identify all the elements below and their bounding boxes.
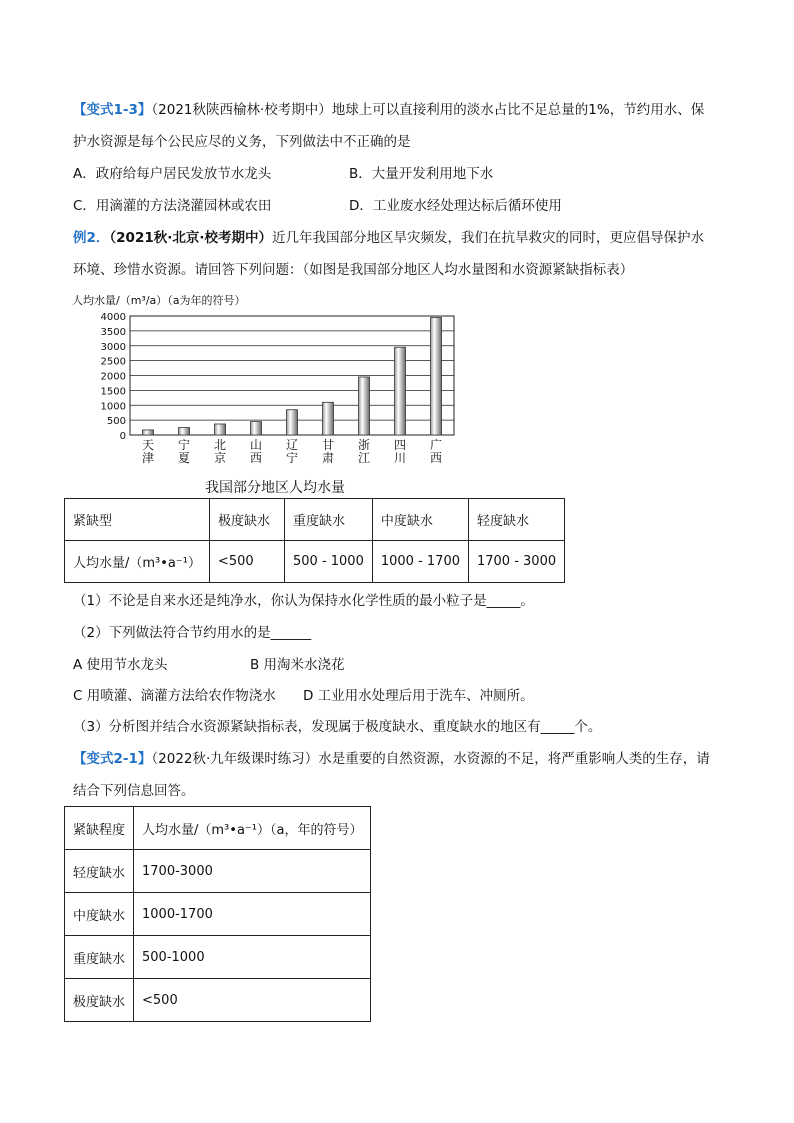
table1-header-cell: 重度缺水 [285, 499, 373, 541]
chart-y-tick-label: 1500 [100, 386, 126, 398]
variant21-line1 [73, 749, 710, 769]
chart-y-tick-label: 1000 [100, 401, 126, 413]
example2-line2: 环境、珍惜水资源。请回答下列问题：（如图是我国部分地区人均水量图和水资源紧缺指标表） [73, 262, 634, 278]
chart-x-tick-label: 天 [141, 438, 155, 452]
variant21-text1: 水是重要的自然资源，水资源的不足，将严重影响人类的生存，请 [318, 751, 710, 767]
chart-bar [143, 430, 154, 435]
table2-cell: 1700-3000 [134, 850, 371, 893]
chart-bar [251, 422, 262, 435]
table1-data-row [65, 541, 565, 583]
chart-x-tick-label: 宁 [177, 438, 191, 452]
chart-x-tick-label: 广 [429, 438, 443, 452]
chart-x-tick-label: 山 [249, 438, 263, 452]
chart-x-tick-label: 西 [249, 451, 263, 465]
table1-cell: 1000 - 1700 [372, 541, 468, 583]
table2-header-cell: 人均水量/（m³•a⁻¹）（a，年的符号） [134, 807, 371, 850]
chart-y-tick-label: 2500 [100, 356, 126, 368]
variant21-line2: 结合下列信息回答。 [73, 783, 195, 799]
water-shortage-index-table [64, 498, 565, 583]
chart-bar [323, 402, 334, 435]
chart-bar [431, 317, 442, 435]
table2-header-row [65, 807, 371, 850]
variant13-option-b: B．大量开发利用地下水 [349, 166, 494, 182]
variant13-line1 [73, 100, 704, 120]
question-1: （1）不论是自来水还是纯净水，你认为保持水化学性质的最小粒子是_____。 [73, 593, 534, 609]
chart-x-tick-label: 北 [213, 438, 227, 452]
table1-cell: 人均水量/（m³•a⁻¹） [65, 541, 210, 583]
variant13-option-a: A．政府给每户居民发放节水龙头 [73, 166, 272, 182]
chart-bars [143, 317, 442, 435]
chart-bar [359, 377, 370, 435]
table2-cell: 重度缺水 [65, 936, 134, 979]
table1-cell: <500 [210, 541, 285, 583]
question-2-option-b: B 用淘米水浇花 [250, 657, 345, 673]
chart-bar [215, 424, 226, 435]
table2-header-cell: 紧缺程度 [65, 807, 134, 850]
chart-x-tick-label: 宁 [285, 451, 299, 465]
chart-x-tick-label: 西 [429, 451, 443, 465]
table2-row [65, 850, 371, 893]
variant13-option-d: D．工业废水经处理达标后循环使用 [349, 198, 562, 214]
table1-header-row [65, 499, 565, 541]
chart-y-tick-label: 4000 [100, 312, 126, 323]
example2-tag: 例2． [73, 230, 110, 246]
chart-y-axis-label: 人均水量/（m³/a）（a为年的符号） [72, 294, 246, 307]
question-2-option-c: C 用喷灌、滴灌方法给农作物浇水 [73, 688, 276, 704]
variant13-option-c: C．用滴灌的方法浇灌园林或农田 [73, 198, 272, 214]
chart-title: 我国部分地区人均水量 [205, 480, 345, 496]
variant13-line2: 护水资源是每个公民应尽的义务，下列做法中不正确的是 [73, 134, 411, 150]
question-3: （3）分析图并结合水资源紧缺指标表，发现属于极度缺水、重度缺水的地区有_____个。 [73, 719, 602, 735]
variant13-text1: 地球上可以直接利用的淡水占比不足总量的1%，节约用水、保 [331, 102, 705, 118]
example2-text1: 近几年我国部分地区旱灾频发，我们在抗旱救灾的同时，更应倡导保护水 [272, 230, 704, 246]
chart-x-tick-label: 浙 [357, 438, 371, 452]
chart-x-tick-label: 四 [393, 438, 407, 452]
chart-y-tick-label: 0 [119, 431, 126, 442]
table2-cell: 中度缺水 [65, 893, 134, 936]
example2-source: （2021秋·北京·校考期中） [109, 230, 272, 246]
table2-cell: 500-1000 [134, 936, 371, 979]
table1-header-cell: 极度缺水 [210, 499, 285, 541]
chart-x-tick-label: 江 [357, 451, 371, 465]
chart-y-tick-label: 500 [106, 416, 126, 428]
chart-x-ticks [142, 437, 442, 465]
chart-y-tick-label: 3000 [100, 341, 126, 353]
water-shortage-level-table [64, 806, 371, 1022]
table2-row [65, 936, 371, 979]
table1-cell: 500 - 1000 [285, 541, 373, 583]
example2-line1 [73, 228, 704, 248]
table1-cell: 1700 - 3000 [468, 541, 564, 583]
chart-x-tick-label: 肃 [321, 451, 335, 465]
chart-x-tick-label: 甘 [321, 438, 335, 452]
chart-x-tick-label: 辽 [285, 438, 299, 452]
water-per-capita-chart [60, 290, 480, 500]
table2-cell: 轻度缺水 [65, 850, 134, 893]
chart-y-tick-label: 2000 [100, 371, 126, 383]
variant13-source: （2021秋陕西榆林·校考期中） [151, 102, 332, 118]
table1-header-cell: 轻度缺水 [468, 499, 564, 541]
chart-bar [395, 347, 406, 435]
table2-cell: 极度缺水 [65, 979, 134, 1022]
table2-row [65, 893, 371, 936]
chart-x-tick-label: 夏 [177, 451, 191, 465]
chart-bar [287, 410, 298, 435]
variant13-tag: 【变式1-3】 [73, 102, 152, 118]
chart-x-tick-label: 京 [213, 451, 227, 465]
question-2-option-d: D 工业用水处理后用于洗车、冲厕所。 [303, 688, 534, 704]
table2-row [65, 979, 371, 1022]
question-2-option-a: A 使用节水龙头 [73, 657, 168, 673]
table1-header-cell: 紧缺型 [65, 499, 210, 541]
table2-cell: 1000-1700 [134, 893, 371, 936]
chart-bar [179, 428, 190, 435]
table2-cell: <500 [134, 979, 371, 1022]
chart-x-tick-label: 川 [393, 451, 407, 465]
variant21-tag: 【变式2-1】 [73, 751, 152, 767]
variant21-source: （2022秋·九年级课时练习） [151, 751, 319, 767]
chart-x-tick-label: 津 [141, 451, 155, 465]
chart-y-ticks [101, 312, 126, 442]
question-2: （2）下列做法符合节约用水的是______ [73, 625, 312, 641]
table1-header-cell: 中度缺水 [372, 499, 468, 541]
chart-y-tick-label: 3500 [100, 326, 126, 338]
